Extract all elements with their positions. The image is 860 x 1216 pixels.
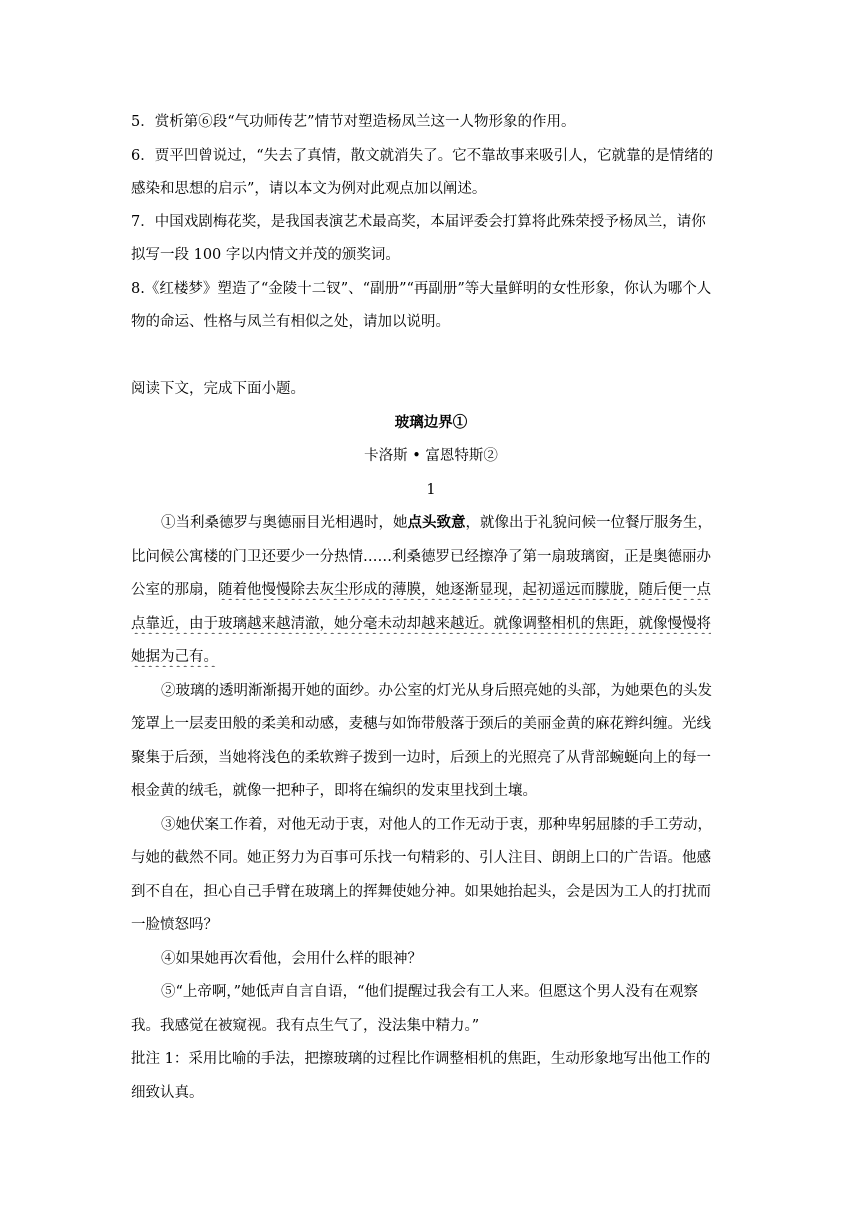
wavy-underlined-text: 她据为己有。 (131, 649, 218, 665)
bold-phrase: 点头致意 (407, 514, 466, 531)
question-5: 5．赏析第⑥段“气功师传艺”情节对塑造杨凤兰这一人物形象的作用。 (131, 114, 576, 130)
wavy-underlined-text: 点靠近，由于玻璃越来越清澈，她分毫未动却越来越近。就像调整相机的焦距，就像慢慢将 (131, 616, 711, 632)
paragraph-1-line-5 (131, 647, 731, 667)
annotation-line-1: 批注 1：采用比喻的手法，把擦玻璃的过程比作调整相机的焦距，生动形象地写出他工作的 (131, 1051, 711, 1067)
paragraph-1-text: ①当利桑德罗与奥德丽目光相遇时，她 (161, 515, 408, 531)
paragraph-3-line-2: 与她的截然不同。她正努力为百事可乐找一句精彩的、引人注目、朗朗上口的广告语。他感 (131, 850, 711, 866)
paragraph-1-text: ，就像出于礼貌问候一位餐厅服务生， (465, 515, 712, 531)
question-7-line-1: 7．中国戏剧梅花奖，是我国表演艺术最高奖，本届评委会打算将此殊荣授予杨凤兰，请你 (131, 214, 706, 230)
wavy-underlined-text: 随着他慢慢除去灰尘形成的薄膜，她逐渐显现，起初遥远而朦胧，随后便一点 (218, 582, 711, 598)
article-title: 玻璃边界① (394, 414, 468, 431)
paragraph-1-text: 公室的那扇， (131, 582, 218, 598)
question-6-line-2: 感染和思想的启示”，请以本文为例对此观点加以阐述。 (131, 181, 487, 197)
paragraph-1-line-1 (131, 513, 731, 533)
paragraph-1-line-4 (131, 614, 731, 634)
question-8-line-1: 8.《红楼梦》塑造了“金陵十二钗”、“副册”“再副册”等大量鲜明的女性形象，你认为哪个人 (131, 281, 712, 297)
paragraph-2-line-4: 根金黄的绒毛，就像一把种子，即将在编织的发束里找到土壤。 (131, 783, 537, 799)
paragraph-5-line-2: 我。我感觉在被窥视。我有点生气了，没法集中精力。” (131, 1018, 480, 1034)
section-number: 1 (426, 482, 436, 498)
question-7-line-2: 拟写一段 100 字以内情文并茂的颁奖词。 (131, 247, 400, 263)
paragraph-2-line-3: 聚集于后颈，当她将浅色的柔软辫子拨到一边时，后颈上的光照亮了从背部蜿蜒向上的每一 (131, 750, 711, 766)
question-8-line-2: 物的命运、性格与凤兰有相似之处，请加以说明。 (131, 314, 450, 330)
reading-instruction: 阅读下文，完成下面小题。 (131, 381, 305, 397)
paragraph-3-line-3: 到不自在，担心自己手臂在玻璃上的挥舞使她分神。如果她抬起头，会是因为工人的打扰而 (131, 884, 711, 900)
paragraph-4: ④如果她再次看他，会用什么样的眼神？ (161, 951, 422, 967)
paragraph-1-line-2: 比问候公寓楼的门卫还要少一分热情……利桑德罗已经擦净了第一扇玻璃窗，正是奥德丽办 (131, 549, 711, 565)
paragraph-5-line-1: ⑤“上帝啊，”她低声自言自语，“他们提醒过我会有工人来。但愿这个男人没有在观察 (161, 984, 698, 1000)
paragraph-3-line-4: 一脸愤怒吗？ (131, 917, 218, 933)
paragraph-2-line-2: 笼罩上一层麦田般的柔美和动感，麦穗与如饰带般落于颈后的美丽金黄的麻花辫纠缠。光线 (131, 716, 711, 732)
paragraph-2-line-1: ②玻璃的透明渐渐揭开她的面纱。办公室的灯光从身后照亮她的头部，为她栗色的头发 (161, 683, 712, 699)
question-6-line-1: 6．贾平凹曾说过，“失去了真情，散文就消失了。它不靠故事来吸引人，它就靠的是情绪的 (131, 148, 714, 164)
annotation-line-2: 细致认真。 (131, 1085, 204, 1101)
paragraph-3-line-1: ③她伏案工作着，对他无动于衷，对他人的工作无动于衷，那种卑躬屈膝的手工劳动， (161, 817, 712, 833)
paragraph-1-line-3 (131, 580, 731, 600)
article-author: 卡洛斯 • 富恩特斯② (364, 448, 498, 464)
